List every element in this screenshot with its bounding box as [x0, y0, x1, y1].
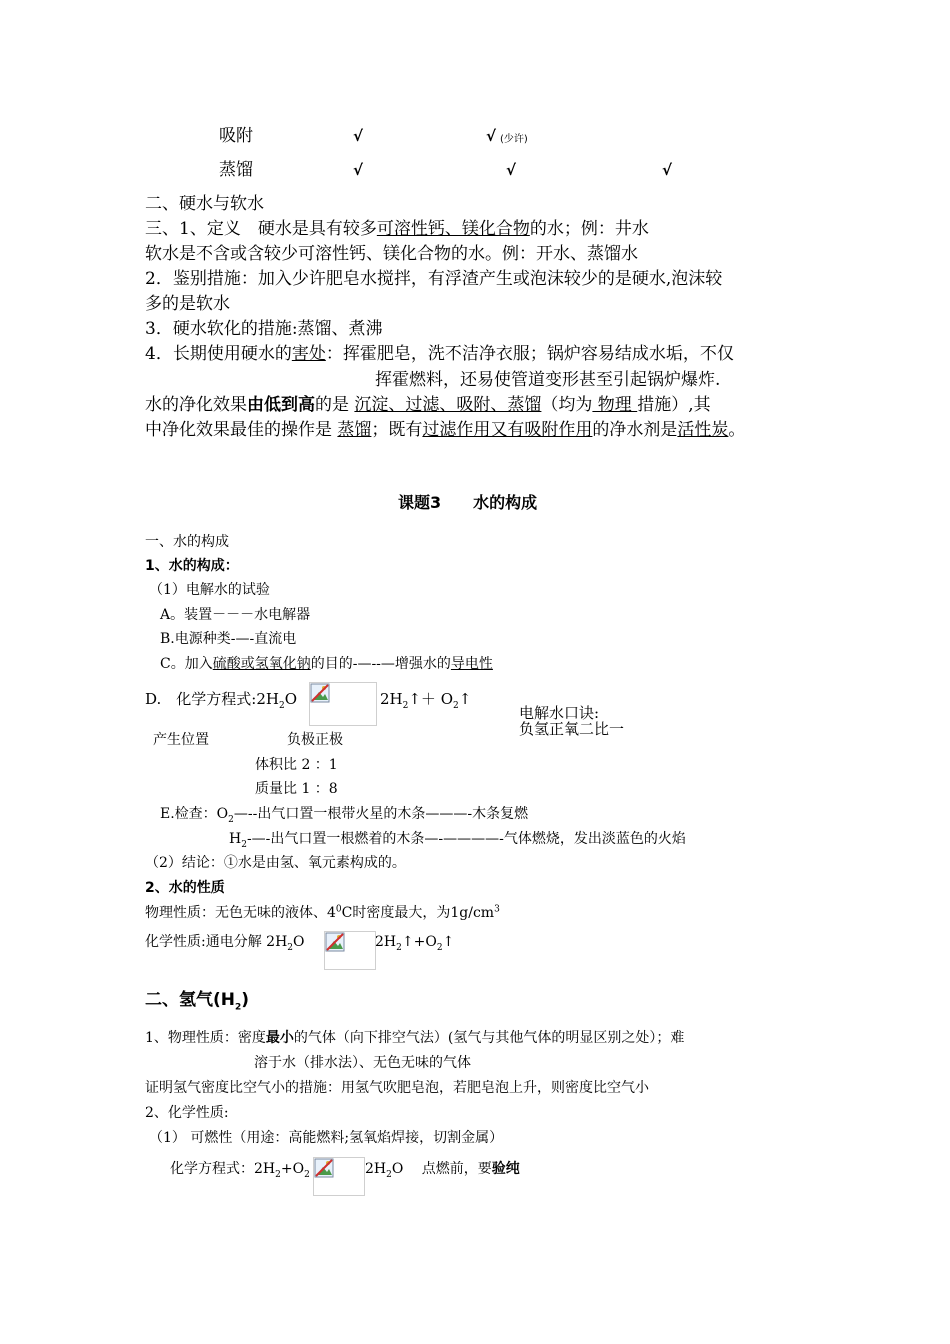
text: 物理性质：无色无味的液体、4: [145, 905, 336, 921]
row-label-distill: 蒸馏: [219, 160, 253, 180]
item-b: B.电源种类-—-直流电: [160, 631, 297, 647]
text: ↑: [442, 934, 455, 950]
broken-image-icon: [324, 931, 376, 970]
superscript: 3: [494, 904, 500, 915]
superscript: 0: [335, 904, 342, 915]
text: 措施）,其: [637, 395, 711, 415]
soften-line: 3．硬水软化的措施:蒸馏、煮沸: [145, 319, 383, 339]
definition-line: [145, 221, 649, 238]
text: 二、氢气(H: [145, 990, 235, 1010]
broken-image-icon: [313, 1157, 365, 1196]
text: 的气体（向下排空气法）(氢气与其他气体的明显区别之处）；难: [293, 1030, 685, 1046]
underlined-term: 活性炭: [677, 420, 729, 440]
hydrogen-heading: [145, 990, 250, 1013]
text: ↑＋ O: [408, 690, 453, 708]
experiment-heading: （1）电解水的试验: [149, 582, 270, 598]
text: 。: [728, 420, 746, 440]
check-h2-line: [229, 831, 686, 850]
text: 1、物理性质：密度: [145, 1030, 266, 1046]
text: 2H: [380, 690, 403, 708]
text: ：挥霍肥皂，洗不洁净衣服；锅炉容易结成水垢，不仅: [325, 344, 734, 364]
text: 的目的-—--—增强水的: [310, 656, 451, 672]
subscript: 2: [278, 701, 285, 711]
broken-image-icon: [309, 682, 377, 726]
check-mark: √: [353, 161, 364, 179]
physical-properties: [145, 906, 500, 920]
text: 2H: [365, 1161, 387, 1177]
hydrogen-physical-1: [145, 1031, 684, 1045]
check-mark: √: [353, 127, 364, 145]
text: D. 化学方程式:2H: [145, 690, 279, 708]
subscript: 2: [396, 942, 402, 953]
check-note: (少许): [500, 134, 528, 145]
text: -—-出气口置一根燃着的木条—-————-气体燃烧，发出淡蓝色的火焰: [246, 831, 686, 847]
text: ↑+O: [401, 934, 437, 950]
check-mark: √: [486, 127, 497, 145]
bold-term: 由低到高: [247, 395, 315, 415]
text: 的是: [315, 395, 355, 415]
mnemonic-text: 负氢正氧二比一: [519, 720, 625, 738]
flammability-line: （1） 可燃性（用途：高能燃料;氢氧焰焊接，切割金属）: [149, 1130, 504, 1146]
text: 2H: [375, 934, 397, 950]
text: 化学性质:通电分解 2H: [145, 934, 288, 950]
position-value: 负极正极: [287, 732, 343, 748]
underlined-term: 硫酸或氢氧化钠: [212, 656, 311, 672]
check-mark: √: [506, 161, 517, 179]
text: ；既有: [371, 420, 423, 440]
subscript: 2: [304, 1169, 310, 1180]
text: 的净水剂是: [592, 420, 678, 440]
text: H: [229, 831, 242, 847]
subscript: 2: [228, 814, 234, 825]
image-placeholder-icon: [310, 683, 330, 703]
subsection-heading: 1、水的构成：: [145, 558, 239, 574]
text: —--出气口置一根带火星的木条———-木条复燃: [233, 806, 529, 822]
hydrogen-equation-left: [170, 1161, 310, 1180]
hydrogen-proof: 证明氢气密度比空气小的措施：用氢气吹肥皂泡，若肥皂泡上升，则密度比空气小: [145, 1080, 649, 1096]
subscript: 2: [453, 701, 459, 711]
equation-label: [145, 690, 297, 711]
chemical-properties: [145, 934, 305, 953]
text: 三、1、定义 硬水是具有较多: [145, 219, 377, 239]
mnemonic-title: 电解水口诀:: [519, 704, 600, 722]
subscript: 2: [241, 839, 247, 850]
underlined-term: 可溶性钙、镁化合物: [376, 219, 530, 239]
item-c: [160, 657, 493, 671]
text: 化学方程式：2H: [170, 1161, 276, 1177]
image-placeholder-icon: [325, 932, 345, 952]
subscript: 2: [235, 1002, 242, 1013]
purify-line-2: [145, 422, 745, 439]
underlined-term: 物理: [592, 395, 638, 415]
text: C。加入: [160, 656, 213, 672]
subscript: 2: [386, 1169, 392, 1180]
hydrogen-physical-2: 溶于水（排水法）、无色无味的气体: [254, 1055, 471, 1071]
text: 4．长期使用硬水的: [145, 344, 292, 364]
item-a: A。装置－－－水电解器: [160, 607, 311, 623]
subscript: 2: [436, 942, 443, 953]
underlined-term: 导电性: [450, 656, 493, 672]
equation-products: [380, 690, 472, 711]
section-heading: 二、硬水与软水: [145, 194, 264, 214]
position-label: 产生位置: [153, 732, 209, 748]
underlined-term: 蒸馏: [337, 420, 372, 440]
bold-term: 验纯: [491, 1161, 520, 1177]
subscript: 2: [402, 701, 409, 711]
text: +O: [280, 1161, 305, 1177]
check-mark: √: [662, 161, 673, 179]
text: O: [293, 934, 305, 950]
text: 的水；例：井水: [529, 219, 649, 239]
volume-ratio: 体积比 2 ：1: [255, 757, 338, 773]
subscript: 2: [287, 942, 294, 953]
harm-line: [145, 346, 734, 363]
text: O: [284, 690, 297, 708]
identify-line-2: 多的是软水: [145, 294, 230, 314]
text: （均为: [541, 395, 593, 415]
text: ): [241, 990, 250, 1010]
soft-water-definition: 软水是不含或含较少可溶性钙、镁化合物的水。例：开水、蒸馏水: [145, 244, 638, 264]
section-heading: 一、水的构成: [145, 534, 229, 550]
purify-line-1: [145, 397, 711, 414]
harm-line-2: 挥霍燃料，还易使管道变形甚至引起锅炉爆炸.: [375, 370, 721, 390]
check-o2-line: [160, 806, 529, 825]
underlined-term: 沉淀、过滤、吸附、蒸馏: [354, 395, 542, 415]
image-placeholder-icon: [314, 1158, 334, 1178]
chemical-products: [375, 934, 455, 953]
conclusion: （2）结论：①水是由氢、氧元素构成的。: [145, 855, 406, 871]
hydrogen-chemical-heading: 2、化学性质:: [145, 1105, 229, 1121]
identify-line-1: 2．鉴别措施：加入少许肥皂水搅拌，有浮渣产生或泡沫较少的是硬水,泡沫较: [145, 269, 723, 289]
row-label-adsorb: 吸附: [219, 126, 253, 146]
text: E.检查：O: [160, 806, 229, 822]
text: O 点燃前，要: [391, 1161, 492, 1177]
subscript: 2: [275, 1169, 281, 1180]
text: 水的净化效果: [145, 395, 247, 415]
lesson-title: 课题3 水的构成: [398, 493, 538, 512]
hydrogen-equation-right: [365, 1161, 520, 1180]
text: C时密度最大，为1g/cm: [341, 905, 495, 921]
underlined-term: 害处: [291, 344, 326, 364]
subsection-heading: 2、水的性质: [145, 880, 225, 896]
text: ↑: [458, 690, 472, 708]
mass-ratio: 质量比 1 ：8: [255, 781, 338, 797]
text: 中净化效果最佳的操作是: [145, 420, 338, 440]
bold-term: 最小: [265, 1030, 294, 1046]
underlined-term: 过滤作用又有吸附作用: [422, 420, 593, 440]
